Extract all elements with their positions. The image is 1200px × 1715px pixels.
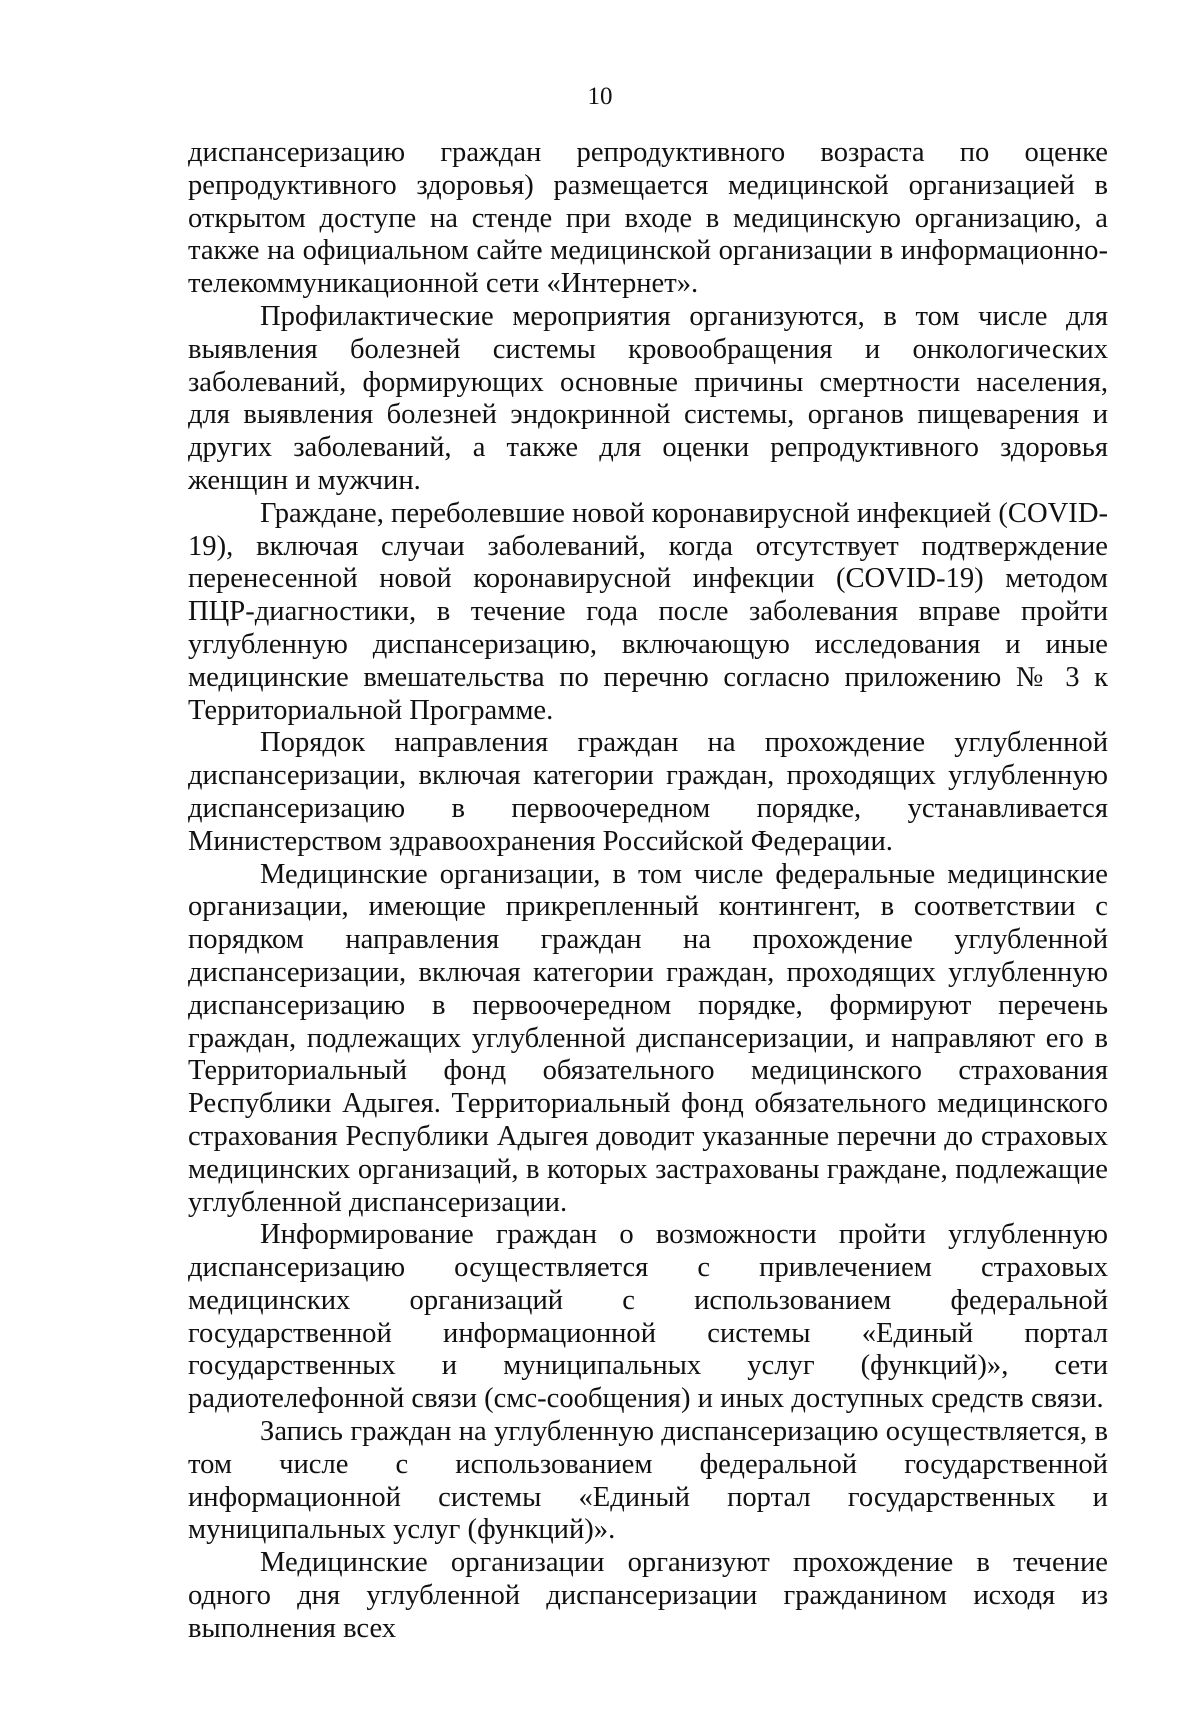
paragraph-informing-citizens: Информирование граждан о возможности пройти углубленную диспансеризацию осуществляется с привлечением страховых медицинских организаций с использованием федеральной государственной информационной системы «Единый портал государственных и муниципальных услуг (функций)», сети радиотелефонной связи (смс-сообщения) и иных доступных средств связи. (188, 1219, 1108, 1415)
paragraph-registration: Запись граждан на углубленную диспансеризацию осуществляется, в том числе с использованием федеральной государственной информационной системы «Единый портал государственных и муниципальных услуг (функций)». (188, 1416, 1108, 1546)
paragraph-preventive-measures: Профилактические мероприятия организуются, в том числе для выявления болезней системы кровообращения и онкологических заболеваний, формирующих основные причины смертности населения, для выявления болезней эндокринной системы, органов пищеварения и других заболеваний, а также для оценки репродуктивного здоровья женщин и мужчин. (188, 300, 1108, 496)
paragraph-continuation: диспансеризацию граждан репродуктивного возраста по оценке репродуктивного здоровья) размещается медицинской организацией в открытом доступе на стенде при входе в медицинскую организацию, а также на официальном сайте медицинской организации в информационно-телекоммуникационной сети «Интернет». (188, 137, 1108, 300)
paragraph-medical-organizations: Медицинские организации, в том числе федеральные медицинские организации, имеющие прикрепленный контингент, в соответствии с порядком направления граждан на прохождение углубленной диспансеризации, включая категории граждан, проходящих углубленную диспансеризацию в первоочередном порядке, формируют перечень граждан, подлежащих углубленной диспансеризации, и направляют его в Территориальный фонд обязательного медицинского страхования Республики Адыгея. Территориальный фонд обязательного медицинского страхования Республики Адыгея доводит указанные перечни до страховых медицинских организаций, в которых застрахованы граждане, подлежащие углубленной диспансеризации. (188, 858, 1108, 1218)
page-number: 10 (587, 83, 613, 110)
paragraph-covid-recovered: Граждане, переболевшие новой коронавирусной инфекцией (COVID-19), включая случаи заболеваний, когда отсутствует подтверждение перенесенной новой коронавирусной инфекции (COVID-19) методом ПЦР-диагностики, в течение года после заболевания вправе пройти углубленную диспансеризацию, включающую исследования и иные медицинские вмешательства по перечню согласно приложению № 3 к Территориальной Программе. (188, 497, 1108, 726)
paragraph-referral-procedure: Порядок направления граждан на прохождение углубленной диспансеризации, включая категории граждан, проходящих углубленную диспансеризацию в первоочередном порядке, устанавливается Министерством здравоохранения Российской Федерации. (188, 727, 1108, 857)
document-body (188, 137, 1108, 1646)
paragraph-one-day-examination: Медицинские организации организуют прохождение в течение одного дня углубленной диспансеризации гражданином исходя из выполнения всех (188, 1547, 1108, 1644)
